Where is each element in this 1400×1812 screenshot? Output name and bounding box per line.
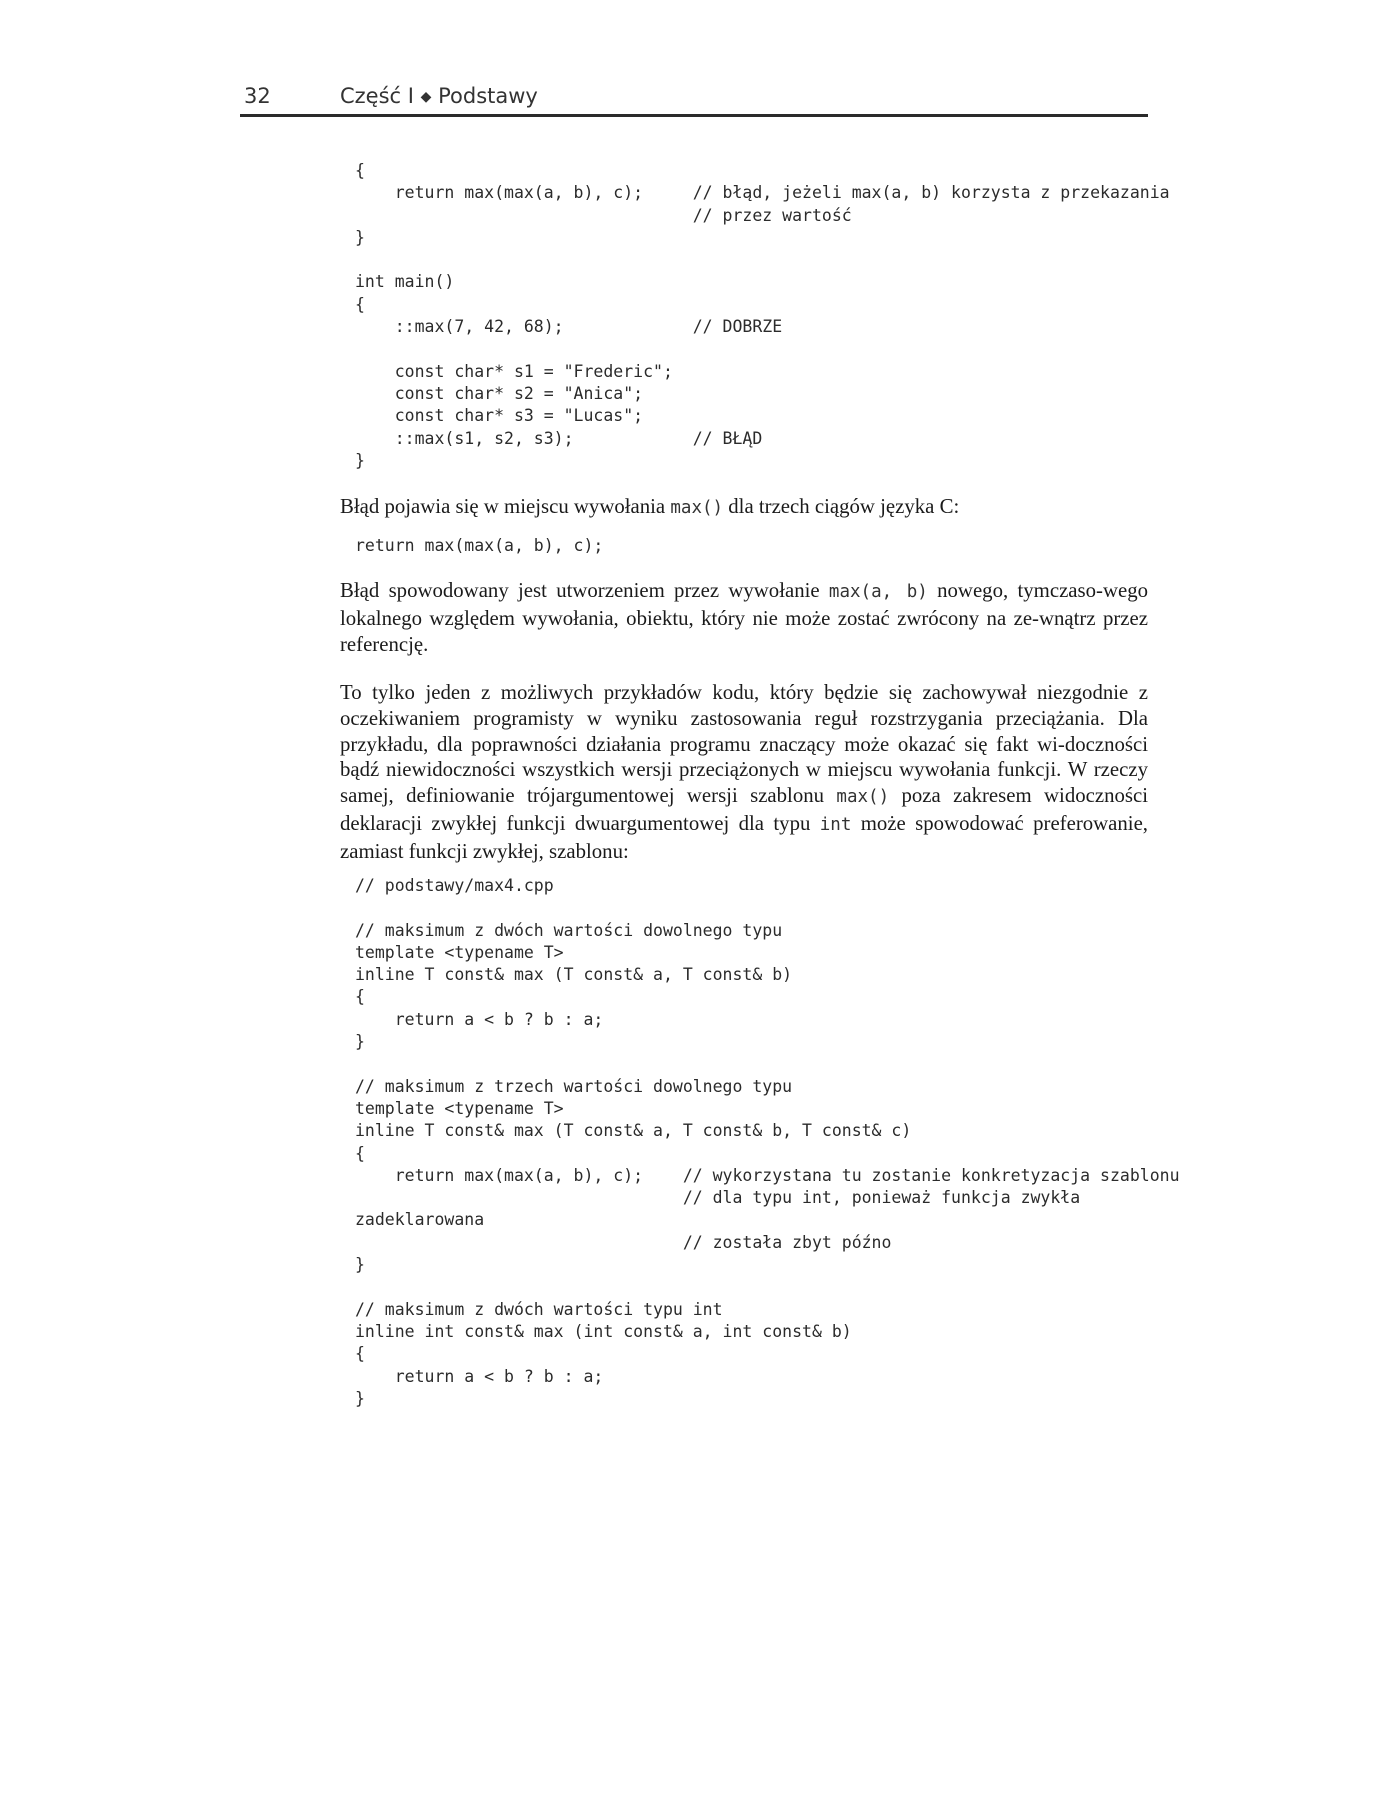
paragraph-text: może spowodować preferowanie, zamiast funkcji zwykłej, szablonu:: [340, 811, 1149, 863]
paragraph-text: dla trzech ciągów języka C:: [723, 495, 960, 518]
inline-code: max(): [836, 787, 890, 808]
paragraph-text: poza zakresem widoczności deklaracji zwykłej funkcji dwuargumentowej dla typu: [340, 784, 1148, 835]
code-block-max4: // podstawy/max4.cpp // maksimum z dwóch wartości dowolnego typu template <typename T> inline T const& max (T const& a, T const& b) { return a < b ? b : a; } // maksimum z trzech wartości dowolnego typu template <typename T> inline T const& max (T const& a, T const& b, T const& c) { return max(max(a, b), c); // wykorzystana tu zostanie konkretyzacja szablonu // dla typu int, ponieważ funkcja zwykła zadeklarowana // została zbyt późno } // maksimum z dwóch wartości typu int inline int const& max (int const& a, int const& b) { return a < b ? b : a; }: [355, 876, 1180, 1408]
chapter-label: Podstawy: [438, 84, 538, 108]
running-header: [240, 82, 1148, 117]
paragraph-overload-resolution: [340, 680, 1148, 865]
paragraph-text: Błąd pojawia się w miejscu wywołania: [340, 495, 671, 518]
code-line-return: return max(max(a, b), c);: [355, 536, 604, 555]
paragraph-error-location: [340, 494, 1148, 522]
section-label: Część I: [340, 84, 414, 108]
paragraph-error-cause: [340, 578, 1148, 657]
code-block-main-function: { return max(max(a, b), c); // błąd, jeżeli max(a, b) korzysta z przekazania // przez wartość } int main() { ::max(7, 42, 68); // DOBRZE const char* s1 = "Frederic"; const char* s2 = "Anica"; const char* s3 = "Lucas"; ::max(s1, s2, s3); // BŁĄD }: [355, 161, 1170, 470]
paragraph-text: Błąd spowodowany jest utworzeniem przez wywołanie: [340, 579, 829, 602]
running-title: [340, 84, 538, 108]
paragraph-text: nowego, tymczaso-wego lokalnego względem wywołania, obiektu, który nie może zostać zwrócony na ze-wnątrz przez referencję.: [340, 579, 1148, 656]
page-number: 32: [244, 84, 271, 108]
inline-code: max(): [670, 498, 724, 518]
inline-code: int: [819, 814, 852, 835]
diamond-separator-icon: ◆: [420, 89, 432, 105]
inline-code: max(a, b): [828, 582, 928, 602]
paragraph-text: To tylko jeden z możliwych przykładów kodu, który będzie się zachowywał niezgodnie z oczekiwaniem programisty w wyniku zastosowania reguł rozstrzygania przeciążania. Dla przykładu, dla poprawności działania programu znaczący może okazać się fakt wi-doczności bądź niewidoczności wszystkich wersji przeciążonych w miejscu wywołania funkcji. W rzeczy samej, definiowanie trójargumentowej wersji szablonu: [340, 681, 1148, 808]
